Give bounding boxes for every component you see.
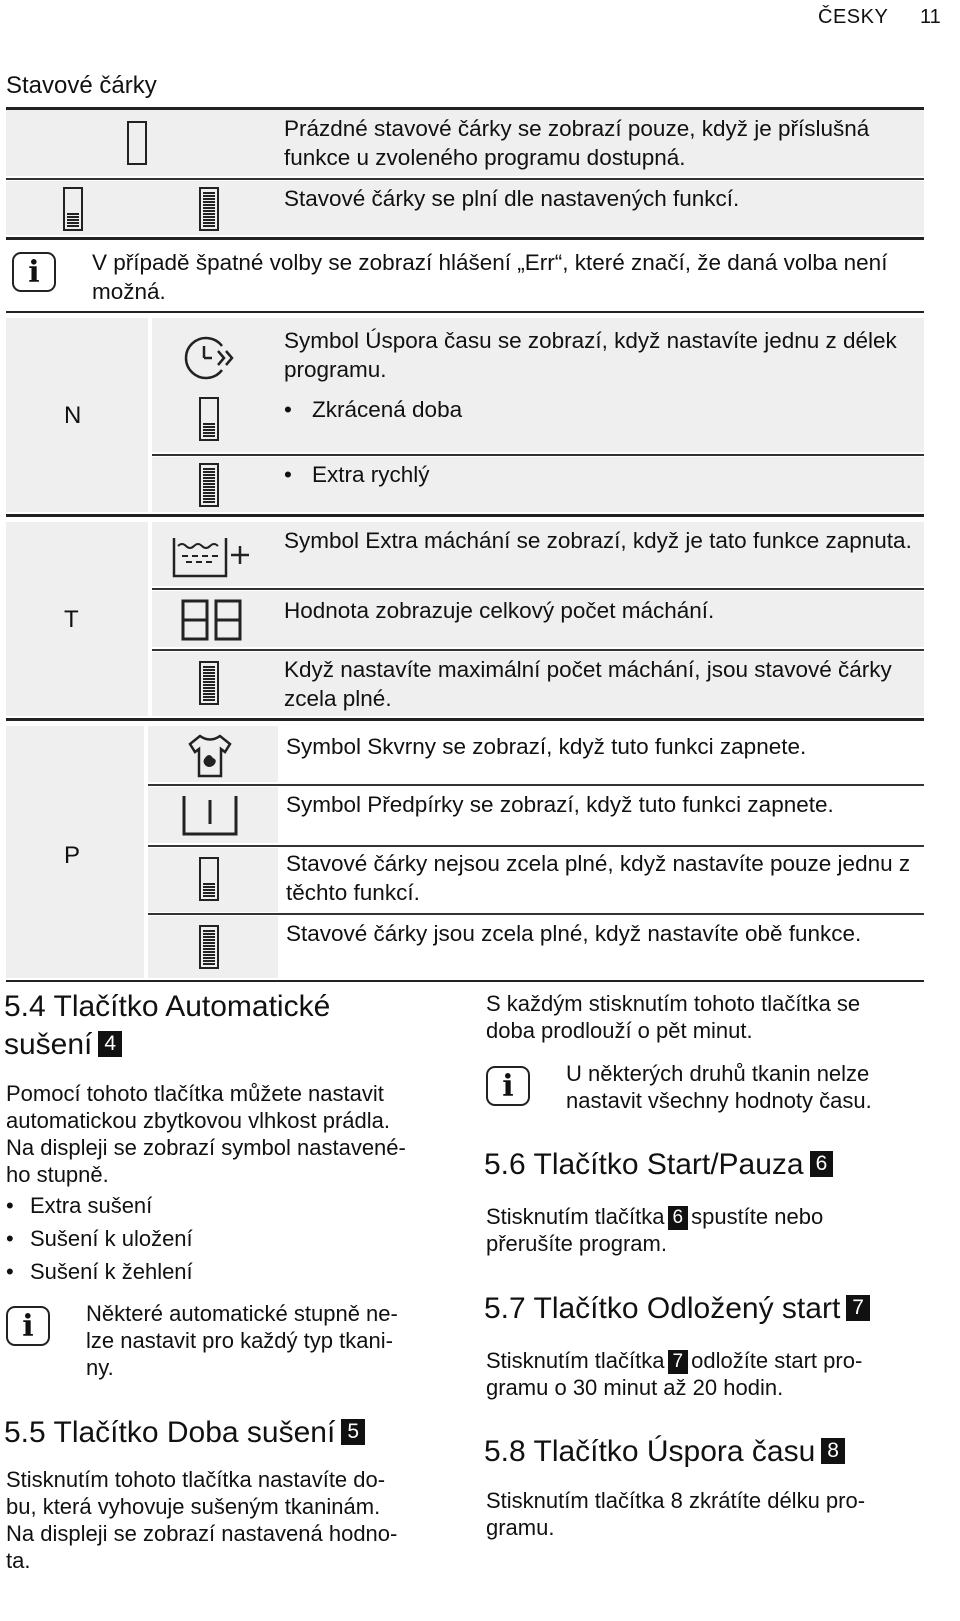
row-divider (148, 784, 924, 786)
info-note-err: V případě špatné volby se zobrazí hlášení „Err“, které značí, že daná volba není možná. (92, 250, 888, 304)
row-fill-text: Stavové čárky se plní dle nastavených funkcí. (284, 186, 740, 211)
button-number-badge: 6 (668, 1206, 689, 1230)
row-divider (152, 649, 924, 651)
list-bullet: • (6, 1259, 14, 1284)
full-status-bar-icon (198, 186, 222, 232)
section-5-4-note-2: U některých druhů tkanin nelze nastavit všechny hodnoty času. (566, 1061, 872, 1113)
section-5-4-continued: S každým stisknutím tohoto tlačítka se doba prodlouží o pět minut. (486, 991, 861, 1043)
group-p-letter: P (64, 842, 81, 869)
row-empty-text: Prázdné stavové čárky se zobrazí pouze, když je příslušná funkce u zvoleného programu dostupná. (284, 116, 870, 170)
table-bottom-rule (6, 980, 924, 982)
button-number-badge: 7 (668, 1350, 689, 1374)
group-p-prewash-text: Symbol Předpírky se zobrazí, když tuto funkci zapnete. (286, 792, 834, 817)
section-5-8-body: Stisknutím tlačítka 8 zkrátíte délku pro- gramu. (486, 1488, 866, 1540)
group-n-letter: N (64, 402, 82, 429)
list-item: Extra sušení (30, 1193, 153, 1218)
section-5-6-body: Stisknutím tlačítka 6 spustíte nebo přerušíte program. (486, 1204, 824, 1256)
section-5-7-title: 5.7 Tlačítko Odložený start 7 (484, 1290, 870, 1328)
time-save-icon (182, 334, 240, 382)
button-number-badge: 7 (846, 1295, 870, 1321)
list-bullet: • (6, 1193, 14, 1218)
row-divider (148, 845, 924, 847)
seven-segment-display-icon (180, 598, 244, 642)
group-t-rinse-text: Symbol Extra máchání se zobrazí, když je tato funkce zapnuta. (284, 528, 912, 553)
group-n-symbol-text: Symbol Úspora času se zobrazí, když nastavíte jednu z délek programu. (284, 328, 897, 382)
header-language: ČESKY (818, 6, 889, 28)
row-divider (152, 454, 924, 456)
button-number-badge: 5 (341, 1419, 365, 1445)
button-number-badge: 6 (810, 1151, 834, 1177)
list-item: Sušení k žehlení (30, 1259, 193, 1284)
row-divider (148, 913, 924, 915)
button-number-badge: 4 (98, 1031, 122, 1057)
half-status-bar-icon (62, 186, 86, 232)
group-p-stain-text: Symbol Skvrny se zobrazí, když tuto funkci zapnete. (286, 734, 807, 759)
group-n-bullet-1: Zkrácená doba (312, 397, 463, 422)
group-p-partial-text: Stavové čárky nejsou zcela plné, když nastavíte pouze jednu z těchto funkcí. (286, 851, 911, 905)
full-status-bar-icon (198, 462, 222, 508)
button-number-badge: 8 (821, 1438, 845, 1464)
row-divider (6, 311, 924, 313)
list-item: Sušení k uložení (30, 1226, 193, 1251)
group-t-letter: T (64, 606, 79, 633)
full-status-bar-icon (198, 924, 222, 970)
row-divider (6, 178, 924, 180)
section-title: Stavové čárky (6, 72, 157, 99)
row-divider (152, 588, 924, 590)
section-5-5-body: Stisknutím tohoto tlačítka nastavíte do- bu, která vyhovuje sušeným tkaninám. Na displeji se zobrazí nastavená hodno- ta. (6, 1467, 398, 1573)
stain-shirt-icon (186, 732, 234, 780)
group-t-count-text: Hodnota zobrazuje celkový počet máchání. (284, 598, 715, 623)
row-divider (6, 514, 924, 517)
section-5-4-title-line1: 5.4 Tlačítko Automatické (4, 990, 331, 1023)
section-5-7-body: Stisknutím tlačítka 7 odložíte start pro- gramu o 30 minut až 20 hodin. (486, 1348, 863, 1400)
list-bullet: • (6, 1226, 14, 1251)
half-status-bar-icon (198, 856, 222, 902)
page-number: 11 (920, 6, 941, 28)
section-5-4-note: Některé automatické stupně ne- lze nastavit pro každý typ tkani- ny. (86, 1301, 398, 1380)
section-5-4-title-line2: sušení 4 (4, 1026, 122, 1064)
info-icon: i (486, 1066, 530, 1106)
empty-status-bar-icon (126, 120, 150, 166)
section-5-4-body: Pomocí tohoto tlačítka můžete nastavit automatickou zbytkovou vlhkost prádla. Na displeji se zobrazí symbol nastavené- ho stupně. (6, 1081, 406, 1187)
section-5-5-title: 5.5 Tlačítko Doba sušení 5 (4, 1414, 365, 1452)
bullet: • (284, 397, 292, 422)
full-status-bar-icon (198, 660, 222, 706)
section-5-8-title: 5.8 Tlačítko Úspora času 8 (484, 1433, 845, 1471)
group-p-full-text: Stavové čárky jsou zcela plné, když nastavíte obě funkce. (286, 921, 862, 946)
group-n-row-2 (152, 457, 924, 512)
info-icon: i (12, 252, 56, 292)
row-divider (6, 237, 924, 240)
group-t-max-text: Když nastavíte maximální počet máchání, jsou stavové čárky zcela plné. (284, 657, 892, 711)
bullet: • (284, 462, 292, 487)
section-5-6-title: 5.6 Tlačítko Start/Pauza 6 (484, 1146, 833, 1184)
info-icon: i (6, 1306, 50, 1346)
extra-rinse-icon (170, 532, 256, 580)
half-status-bar-icon (198, 396, 222, 442)
group-n-bullet-2: Extra rychlý (312, 462, 430, 487)
prewash-icon (180, 792, 240, 838)
row-divider (6, 718, 924, 721)
